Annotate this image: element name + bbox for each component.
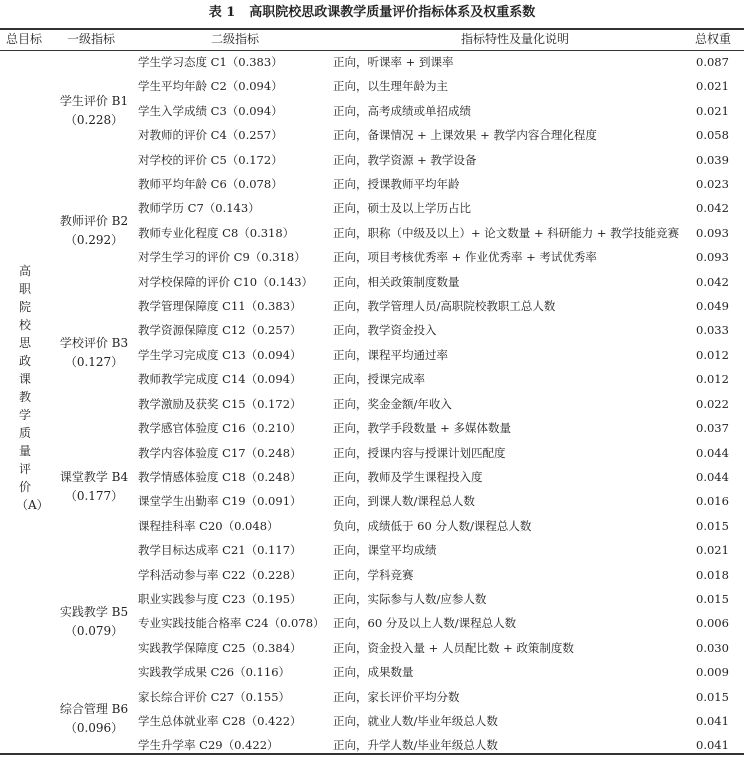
description-cell: 正向，项目考核优秀率 + 作业优秀率 + 考试优秀率 <box>333 250 597 265</box>
indicator-cell: 教师学历 C7（0.143） <box>138 201 260 216</box>
description-cell: 正向，课程平均通过率 <box>333 347 448 362</box>
description-cell: 正向，家长评价平均分数 <box>333 689 460 704</box>
indicator-cell: 对学校保障的评价 C10（0.143） <box>138 274 314 289</box>
table-row <box>0 563 744 587</box>
weight-cell: 0.021 <box>696 543 729 558</box>
description-cell: 正向，学科竞赛 <box>333 567 414 582</box>
group-weight: （0.228） <box>64 113 124 127</box>
indicator-cell: 课程挂科率 C20（0.048） <box>138 518 279 533</box>
table-row <box>0 50 744 74</box>
indicator-cell: 教学激励及获奖 C15（0.172） <box>138 396 302 411</box>
table-row <box>0 709 744 733</box>
weight-cell: 0.022 <box>696 396 729 411</box>
weight-cell: 0.009 <box>696 665 729 680</box>
weight-cell: 0.058 <box>696 128 729 143</box>
table-row <box>0 611 744 635</box>
header-description: 指标特性及量化说明 <box>460 32 569 46</box>
group-name: 课堂教学 B4 <box>59 470 129 484</box>
weight-cell: 0.015 <box>696 689 729 704</box>
weight-cell: 0.039 <box>696 152 729 167</box>
goal-char: 政 <box>18 354 31 368</box>
weight-cell: 0.018 <box>696 567 729 582</box>
weight-cell: 0.093 <box>696 225 729 240</box>
indicator-cell: 职业实践参与度 C23（0.195） <box>138 591 302 606</box>
indicator-cell: 教师平均年龄 C6（0.078） <box>138 177 283 192</box>
indicator-cell: 学生学习态度 C1（0.383） <box>138 55 283 69</box>
group-name: 实践教学 B5 <box>59 605 129 619</box>
table-row <box>0 123 744 147</box>
table-row <box>0 148 744 172</box>
table-row <box>0 441 744 465</box>
indicator-cell: 对学校的评价 C5（0.172） <box>138 152 283 167</box>
goal-char: 评 <box>18 462 31 476</box>
description-cell: 正向，高考成绩或单招成绩 <box>333 103 471 118</box>
goal-char: （A） <box>16 498 49 512</box>
table-row <box>0 538 744 562</box>
table-row <box>0 270 744 294</box>
table-body <box>0 50 744 758</box>
goal-char: 质 <box>18 426 31 440</box>
indicator-cell: 实践教学成果 C26（0.116） <box>138 665 291 680</box>
indicator-cell: 教学感官体验度 C16（0.210） <box>138 421 302 436</box>
indicator-cell: 课堂学生出勤率 C19（0.091） <box>138 494 302 509</box>
weight-cell: 0.016 <box>696 494 729 509</box>
goal-char: 职 <box>18 282 31 296</box>
table-row <box>0 660 744 684</box>
weight-cell: 0.030 <box>696 640 729 655</box>
indicator-cell: 教学内容体验度 C17（0.248） <box>138 445 302 460</box>
weight-cell: 0.044 <box>696 445 729 460</box>
description-cell: 正向，相关政策制度数量 <box>333 274 460 289</box>
description-cell: 正向，60 分及以上人数/课程总人数 <box>333 616 517 631</box>
weight-cell: 0.015 <box>696 591 729 606</box>
table-row <box>0 416 744 440</box>
indicator-cell: 学生平均年龄 C2（0.094） <box>138 79 283 94</box>
table-row <box>0 196 744 220</box>
description-cell: 正向，教学手段数量 + 多媒体数量 <box>333 421 511 436</box>
description-cell: 正向，就业人数/毕业年级总人数 <box>333 713 498 728</box>
group-weight: （0.096） <box>64 721 124 735</box>
description-cell: 正向，以生理年龄为主 <box>333 79 448 94</box>
table-row <box>0 343 744 367</box>
indicator-cell: 家长综合评价 C27（0.155） <box>138 689 291 704</box>
weight-cell: 0.012 <box>696 372 729 387</box>
description-cell: 正向，备课情况 + 上课效果 + 教学内容合理化程度 <box>333 128 597 143</box>
description-cell: 正向，教学管理人员/高职院校教职工总人数 <box>333 299 556 314</box>
table-row <box>0 318 744 342</box>
table-row <box>0 465 744 489</box>
indicator-cell: 学生总体就业率 C28（0.422） <box>138 713 302 728</box>
indicator-cell: 教师专业化程度 C8（0.318） <box>138 225 295 240</box>
weight-cell: 0.015 <box>696 518 729 533</box>
group-weight: （0.177） <box>64 489 124 503</box>
description-cell: 正向，课堂平均成绩 <box>333 543 437 558</box>
header-level1: 一级指标 <box>66 32 115 46</box>
description-cell: 正向，升学人数/毕业年级总人数 <box>333 738 498 753</box>
table-row <box>0 489 744 513</box>
indicator-cell: 实践教学保障度 C25（0.384） <box>138 640 302 655</box>
group-name: 教师评价 B2 <box>59 214 129 228</box>
weight-cell: 0.033 <box>696 323 729 338</box>
goal-char: 量 <box>18 444 31 458</box>
indicator-cell: 学生升学率 C29（0.422） <box>138 738 279 753</box>
weight-cell: 0.049 <box>696 299 729 314</box>
goal-char: 院 <box>18 300 31 314</box>
table-row <box>0 636 744 660</box>
group-name: 综合管理 B6 <box>59 702 129 716</box>
table-caption <box>0 0 744 26</box>
indicator-cell: 学科活动参与率 C22（0.228） <box>138 567 302 582</box>
indicator-cell: 教学情感体验度 C18（0.248） <box>138 469 302 484</box>
indicator-cell: 教师教学完成度 C14（0.094） <box>138 372 302 387</box>
table-row <box>0 733 744 757</box>
goal-char: 学 <box>18 408 31 422</box>
description-cell: 正向，教学资源 + 教学设备 <box>333 152 477 167</box>
description-cell: 正向，职称（中级及以上）+ 论文数量 + 科研能力 + 教学技能竞赛 <box>333 225 680 240</box>
group-weight: （0.079） <box>64 624 124 638</box>
header-total-weight: 总权重 <box>694 32 731 46</box>
header-total-goal: 总目标 <box>6 32 43 46</box>
table-row <box>0 294 744 318</box>
description-cell: 正向，授课教师平均年龄 <box>333 177 460 192</box>
table-number: 表 1 <box>208 5 236 20</box>
description-cell: 正向，教师及学生课程投入度 <box>333 469 483 484</box>
weight-cell: 0.012 <box>696 347 729 362</box>
goal-char: 高 <box>18 264 31 278</box>
description-cell: 正向，听课率 + 到课率 <box>333 55 454 69</box>
description-cell: 正向，实际参与人数/应参人数 <box>333 591 487 606</box>
indicator-cell: 对学生学习的评价 C9（0.318） <box>138 250 306 265</box>
weight-cell: 0.087 <box>696 55 729 69</box>
description-cell: 正向，授课完成率 <box>333 372 425 387</box>
description-cell: 正向，到课人数/课程总人数 <box>333 494 475 509</box>
indicator-cell: 教学目标达成率 C21（0.117） <box>138 543 302 558</box>
description-cell: 正向，资金投入量 + 人员配比数 + 政策制度数 <box>333 640 574 655</box>
indicator-cell: 专业实践技能合格率 C24（0.078） <box>138 616 325 631</box>
goal-char: 思 <box>18 336 31 350</box>
weight-cell: 0.044 <box>696 469 729 484</box>
indicator-cell: 教学管理保障度 C11（0.383） <box>138 299 302 314</box>
goal-char: 教 <box>18 390 31 404</box>
table-row <box>0 245 744 269</box>
table-row <box>0 587 744 611</box>
description-cell: 正向，成果数量 <box>333 665 414 680</box>
table-row <box>0 99 744 123</box>
description-cell: 正向，奖金金额/年收入 <box>333 396 452 411</box>
indicator-cell: 对教师的评价 C4（0.257） <box>138 128 283 143</box>
description-cell: 正向，硕士及以上学历占比 <box>333 201 471 216</box>
weight-cell: 0.042 <box>696 274 729 289</box>
group-weight: （0.127） <box>64 355 124 369</box>
description-cell: 负向，成绩低于 60 分人数/课程总人数 <box>333 518 532 533</box>
table-title: 高职院校思政课教学质量评价指标体系及权重系数 <box>249 5 536 20</box>
table-row <box>0 514 744 538</box>
indicator-cell: 学生入学成绩 C3（0.094） <box>138 103 283 118</box>
weight-cell: 0.042 <box>696 201 729 216</box>
weight-cell: 0.041 <box>696 738 729 753</box>
goal-char: 校 <box>18 318 31 332</box>
table-row <box>0 685 744 709</box>
table-row <box>0 74 744 98</box>
weight-cell: 0.023 <box>696 177 729 192</box>
group-name: 学校评价 B3 <box>59 336 129 350</box>
indicator-cell: 学生学习完成度 C13（0.094） <box>138 347 302 362</box>
table-row <box>0 221 744 245</box>
goal-char: 价 <box>18 480 31 494</box>
description-cell: 正向，教学资金投入 <box>333 323 437 338</box>
table-row <box>0 367 744 391</box>
table-row <box>0 172 744 196</box>
weight-cell: 0.093 <box>696 250 729 265</box>
header-level2: 二级指标 <box>210 32 259 46</box>
weight-cell: 0.021 <box>696 79 729 94</box>
goal-char: 课 <box>18 372 31 386</box>
weight-cell: 0.021 <box>696 103 729 118</box>
description-cell: 正向，授课内容与授课计划匹配度 <box>333 445 506 460</box>
table-row <box>0 392 744 416</box>
weight-cell: 0.037 <box>696 421 729 436</box>
indicator-cell: 教学资源保障度 C12（0.257） <box>138 323 302 338</box>
weight-cell: 0.041 <box>696 713 729 728</box>
weight-cell: 0.006 <box>696 616 729 631</box>
group-name: 学生评价 B1 <box>59 94 129 108</box>
group-weight: （0.292） <box>64 233 124 247</box>
